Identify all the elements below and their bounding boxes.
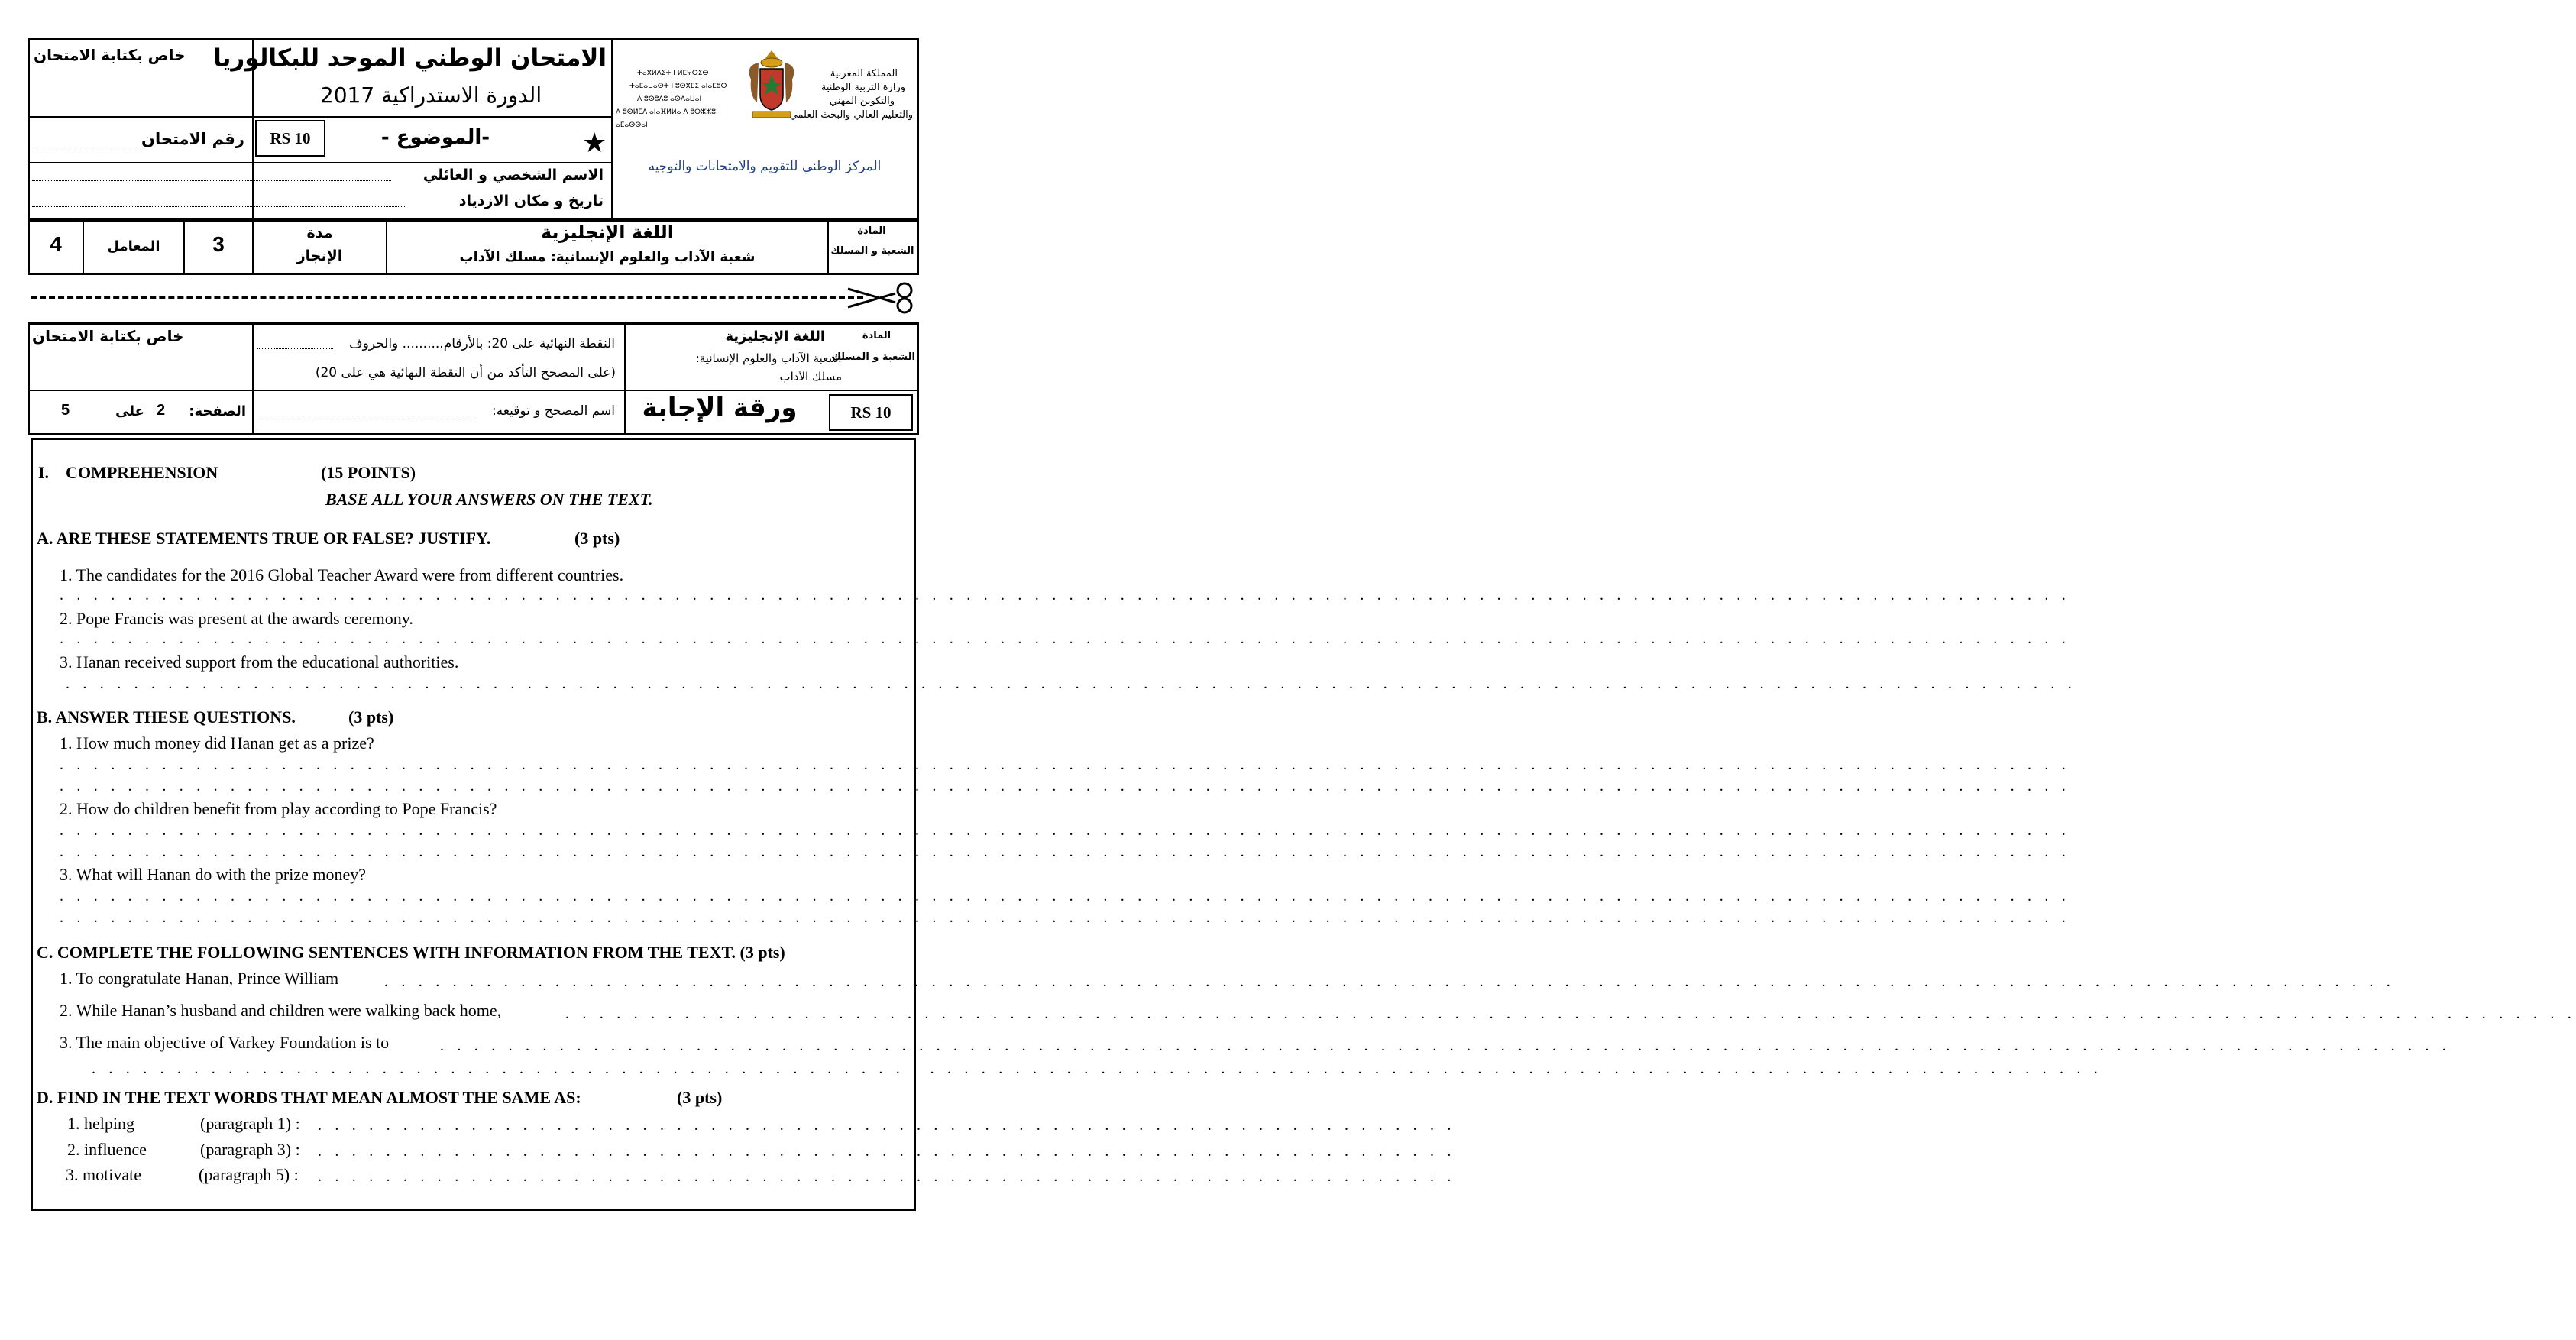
part-d-word: 3. motivate	[66, 1165, 141, 1184]
info-divider	[827, 220, 829, 275]
part-b-heading: B. ANSWER THESE QUESTIONS.	[37, 707, 296, 727]
answer-line[interactable]: . . . . . . . . . . . . . . . . . . . . . . . . . . . . . . . . . . . . . . . . . . . . . . . . . . . . . . . . . . . . . . . . . . . . . . . . . . . . . . . . . . . . . . . . . . . . . . . . . . . . . . . . . . . . . . . . . . . . . .	[92, 1060, 2102, 1077]
birth-label: تاريخ و مكان الازدياد	[458, 193, 604, 209]
verify-note: (على المصحح التأكد من أن النقطة النهائية هي على 20)	[315, 365, 616, 380]
answer-track-2: مسلك الآداب	[779, 370, 842, 384]
exam-number-label: رقم الامتحان	[141, 130, 244, 148]
part-b-points: (3 pts)	[348, 707, 394, 727]
answer-sheet-title: ورقة الإجابة	[642, 393, 798, 423]
part-d-ref: (paragraph 3) :	[200, 1140, 300, 1159]
corrector-label: اسم المصحح و توقيعه:	[492, 403, 615, 419]
subject-key: المادة	[857, 225, 886, 237]
track-key: الشعبة و المسلك	[830, 245, 914, 257]
answer-line[interactable]: . . . . . . . . . . . . . . . . . . . . . . . . . . . . . . . . . . . . . . . . . . . . . . . . . . . . . . . . . . . . . . . . . . . . . . . . . . . . . . . . . . . . . . . . . . . . . . . . . . . . . . . . . . . . . . . . . . . . . .	[60, 587, 2070, 604]
answer-line[interactable]: . . . . . . . . . . . . . . . . . . . . . . . . . . . . . . . . . . . . . . . . . . . . . . . . . . . . . . . . . . . . . . . . . . . . . . . . . . . . . . . . . . . . . . . . . . . . . . . . . . . . . . . . . . . . . . . . . . . . . .	[565, 1005, 2576, 1022]
answer-line[interactable]: . . . . . . . . . . . . . . . . . . . . . . . . . . . . . . . . . . . . . . . . . . . . . . . . . . . . . . . . . . . . . . . . . . . . . . . . . . . . . . . . . . . . . . . . . . . . . . . . . . . . . . . . . . . . . . . . . . . . . .	[60, 909, 2070, 926]
tifinagh-line: ⴷ ⵓⵙⵓⴷⵓ ⴰⵙⴷⴰⵡⴰⵏ	[637, 95, 702, 103]
track-name: شعبة الآداب والعلوم الإنسانية: مسلك الآداب	[459, 249, 756, 265]
answer-subject-key: المادة	[862, 330, 892, 341]
reserved-label: خاص بكتابة الامتحان	[34, 46, 186, 64]
header-divider-right	[611, 38, 613, 220]
section-instruction: BASE ALL YOUR ANSWERS ON THE TEXT.	[325, 490, 653, 509]
answer-line[interactable]: . . . . . . . . . . . . . . . . . . . . . . . . . . . . . . . . . . . . . . . . . . . . . . . . . . . . . . . . . . . . . . . . . . . . . . . . . . . . . . . . . . . . . . . . . . . . . . . . . . . . . . . . . . . . . . . . . . . . . .	[384, 973, 2395, 990]
part-a-item: 3. Hanan received support from the educational authorities.	[60, 652, 459, 672]
cut-line	[31, 296, 863, 299]
part-d-heading: D. FIND IN THE TEXT WORDS THAT MEAN ALMOST THE SAME AS:	[37, 1088, 581, 1107]
page-of: على	[115, 403, 144, 419]
part-c-heading: C. COMPLETE THE FOLLOWING SENTENCES WITH INFORMATION FROM THE TEXT. (3 pts)	[37, 943, 785, 962]
answer-line[interactable]: . . . . . . . . . . . . . . . . . . . . . . . . . . . . . . . . . . . . . . . . . . . . . . . . . . . . . . . . . . . . . . . . . . .	[318, 1117, 1456, 1134]
part-c-item: 1. To congratulate Hanan, Prince William	[60, 969, 339, 988]
ministry-line: والتكوين المهني	[829, 95, 895, 107]
center-name: المركز الوطني للتقويم والامتحانات والتوجيه	[648, 159, 882, 174]
ministry-line: والتعليم العالي والبحث العلمي	[789, 109, 913, 121]
tifinagh-line: ⵜⴰⵎⴰⵡⴰⵙⵜ ⵏ ⵓⵙⴳⵎⵉ ⴰⵏⴰⵎⵓⵔ	[629, 83, 727, 90]
star-icon: ★	[582, 128, 607, 159]
part-d-word: 1. helping	[67, 1114, 134, 1133]
birth-field[interactable]	[32, 206, 406, 207]
coefficient-label: المعامل	[107, 238, 160, 254]
answer-line[interactable]: . . . . . . . . . . . . . . . . . . . . . . . . . . . . . . . . . . . . . . . . . . . . . . . . . . . . . . . . . . . . . . . . . . . . . . . . . . . . . . . . . . . . . . . . . . . . . . . . . . . . . . . . . . . . . . . . . . . . . .	[60, 630, 2070, 647]
part-a-item: 1. The candidates for the 2016 Global Teacher Award were from different countries.	[60, 565, 624, 584]
name-field[interactable]	[32, 180, 391, 181]
coefficient-value: 4	[50, 232, 62, 256]
answer-subject-name: اللغة الإنجليزية	[725, 329, 825, 345]
scissors-icon	[848, 281, 917, 315]
answer-track-1: :شعبة الآداب والعلوم الإنسانية:	[695, 351, 842, 365]
page-current: 2	[157, 402, 166, 419]
answer-header-divider	[624, 322, 626, 435]
answer-header-divider	[252, 322, 254, 435]
part-d-word: 2. influence	[67, 1140, 147, 1159]
subject-label: -الموضوع -	[380, 126, 490, 149]
tifinagh-line: ⴷ ⵓⵙⵍⵎⴷ ⴰⵏⴰⴼⵍⵍⴰ ⴷ ⵓⵔⵣⵣⵓ ⴰⵎⴰⵙⵙⴰⵏ	[616, 108, 716, 129]
ministry-line: وزارة التربية الوطنية	[820, 82, 905, 93]
answer-line[interactable]: . . . . . . . . . . . . . . . . . . . . . . . . . . . . . . . . . . . . . . . . . . . . . . . . . . . . . . . . . . . . . . . . . . . . . . . . . . . . . . . . . . . . . . . . . . . . . . . . . . . . . . . . . . . . . . . . . . . . . .	[60, 888, 2070, 905]
part-d-points: (3 pts)	[677, 1088, 723, 1107]
answer-line[interactable]: . . . . . . . . . . . . . . . . . . . . . . . . . . . . . . . . . . . . . . . . . . . . . . . . . . . . . . . . . . . . . . . . . . . . . . . . . . . . . . . . . . . . . . . . . . . . . . . . . . . . . . . . . . . . . . . . . . . . . .	[60, 822, 2070, 839]
exam-title: الامتحان الوطني الموحد للبكالوريا	[213, 44, 607, 72]
answer-line[interactable]: . . . . . . . . . . . . . . . . . . . . . . . . . . . . . . . . . . . . . . . . . . . . . . . . . . . . . . . . . . . . . . . . . . . . . . . . . . . . . . . . . . . . . . . . . . . . . . . . . . . . . . . . . . . . . . . . . . . . . .	[60, 756, 2070, 773]
part-b-item: 1. How much money did Hanan get as a prize?	[60, 733, 374, 753]
answer-track-key: الشعبة و المسلك	[832, 351, 915, 363]
answer-line[interactable]: . . . . . . . . . . . . . . . . . . . . . . . . . . . . . . . . . . . . . . . . . . . . . . . . . . . . . . . . . . . . . . . . . . .	[318, 1143, 1456, 1160]
ministry-line: المملكة المغربية	[830, 68, 898, 79]
page-label: الصفحة:	[189, 403, 246, 419]
part-b-item: 2. How do children benefit from play according to Pope Francis?	[60, 799, 497, 818]
session-title: الدورة الاستدراكية 2017	[319, 83, 542, 108]
section-points: (15 POINTS)	[321, 463, 416, 482]
answer-line[interactable]: . . . . . . . . . . . . . . . . . . . . . . . . . . . . . . . . . . . . . . . . . . . . . . . . . . . . . . . . . . . . . . . . . . . . . . . . . . . . . . . . . . . . . . . . . . . . . . . . . . . . . . . . . . . . . . . . . . . . . .	[60, 843, 2070, 860]
name-label: الاسم الشخصي و العائلي	[422, 167, 604, 183]
part-d-ref: (paragraph 5) :	[199, 1165, 299, 1184]
section-title: I. COMPREHENSION	[38, 463, 218, 482]
part-c-item: 3. The main objective of Varkey Foundation is to	[60, 1033, 390, 1052]
code-box: RS 10	[255, 120, 325, 157]
reserved-label: خاص بكتابة الامتحان	[32, 327, 184, 345]
tifinagh-line: ⵜⴰⴳⵍⴷⵉⵜ ⵏ ⵍⵎⵖⵔⵉⴱ	[637, 70, 709, 77]
part-a-heading: A. ARE THESE STATEMENTS TRUE OR FALSE? JUSTIFY.	[37, 529, 491, 548]
tifinagh-block	[616, 67, 746, 132]
header-line-2	[28, 162, 611, 163]
final-grade-field[interactable]	[257, 348, 333, 349]
answer-line[interactable]: . . . . . . . . . . . . . . . . . . . . . . . . . . . . . . . . . . . . . . . . . . . . . . . . . . . . . . . . . . . . . . . . . . . . . . . . . . . . . . . . . . . . . . . . . . . . . . . . . . . . . . . . . . . . . . . . . . . . . .	[440, 1037, 2451, 1054]
part-d-ref: (paragraph 1) :	[200, 1114, 300, 1133]
part-a-points: (3 pts)	[574, 529, 620, 548]
final-grade-label: النقطة النهائية على 20: بالأرقام.......... والحروف	[348, 336, 615, 351]
answer-line[interactable]: . . . . . . . . . . . . . . . . . . . . . . . . . . . . . . . . . . . . . . . . . . . . . . . . . . . . . . . . . . . . . . . . . . .	[318, 1168, 1456, 1185]
ministry-block	[787, 67, 913, 122]
duration-label-2: الإنجاز	[296, 248, 343, 264]
duration-value: 3	[212, 232, 225, 256]
answer-line[interactable]: . . . . . . . . . . . . . . . . . . . . . . . . . . . . . . . . . . . . . . . . . . . . . . . . . . . . . . . . . . . . . . . . . . . . . . . . . . . . . . . . . . . . . . . . . . . . . . . . . . . . . . . . . . . . . . . . . . . . . .	[66, 675, 2076, 692]
page-total: 5	[61, 402, 70, 419]
part-b-item: 3. What will Hanan do with the prize money?	[60, 865, 366, 884]
subject-name: اللغة الإنجليزية	[541, 222, 674, 243]
duration-label-1: مدة	[306, 225, 333, 241]
answer-header-line	[28, 390, 919, 391]
part-a-item: 2. Pope Francis was present at the awards ceremony.	[60, 609, 413, 628]
answer-line[interactable]: . . . . . . . . . . . . . . . . . . . . . . . . . . . . . . . . . . . . . . . . . . . . . . . . . . . . . . . . . . . . . . . . . . . . . . . . . . . . . . . . . . . . . . . . . . . . . . . . . . . . . . . . . . . . . . . . . . . . . .	[60, 778, 2070, 795]
header-line-1	[28, 116, 611, 118]
answer-code-box: RS 10	[829, 394, 913, 431]
part-c-item: 2. While Hanan’s husband and children were walking back home,	[60, 1001, 502, 1020]
